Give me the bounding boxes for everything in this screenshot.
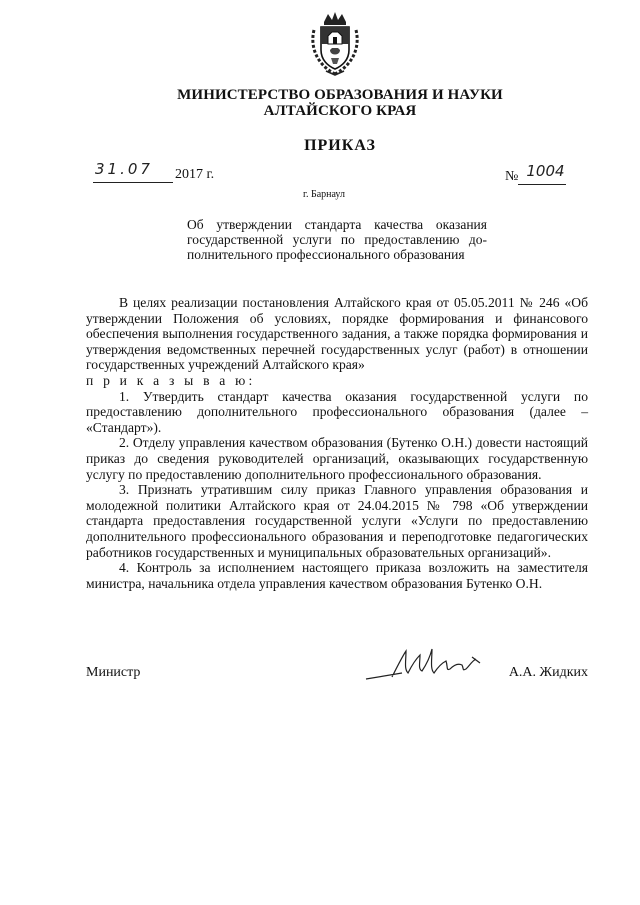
date-field — [93, 160, 173, 183]
order-number — [505, 162, 566, 185]
number-field — [518, 162, 566, 185]
order-body — [86, 295, 588, 591]
subject-line: полнительного профессионального образования — [187, 247, 465, 262]
signatory-name: А.А. Жидких — [508, 665, 588, 680]
preamble-paragraph: В целях реализации постановления Алтайского края от 05.05.2011 № 246 «Об утверждении Положения об условиях, порядке формирования и финансового обеспечения выполнения государственного задания, а также порядка формирования и утверждения ведомственных перечней государственных услуг (работ) в отношении государственных учреждений Алтайского края» — [86, 295, 588, 373]
ministry-name-line1: МИНИСТЕРСТВО ОБРАЗОВАНИЯ И НАУКИ — [177, 87, 503, 103]
order-item-4: 4. Контроль за исполнением настоящего приказа возложить на заместителя министра, начальника отдела управления качеством образования Бутенко О.Н. — [86, 560, 588, 591]
subject-line: государственной услуги по предоставлению до- — [187, 232, 487, 247]
order-word: п р и к а з ы в а ю: — [86, 372, 256, 388]
city-label: г. Барнаул — [303, 189, 345, 200]
subject-line: Об утверждении стандарта качества оказания — [187, 217, 487, 232]
number-sign: № — [505, 169, 519, 184]
document-type-title: ПРИКАЗ — [304, 137, 376, 154]
handwritten-signature-icon — [362, 639, 502, 689]
altai-krai-coat-of-arms-icon — [306, 8, 364, 78]
order-year: 2017 г. — [175, 167, 215, 182]
order-item-1: 1. Утвердить стандарт качества оказания государственной услуги по предоставлению дополнительного профессионального образования (далее – «Стандарт»). — [86, 388, 588, 435]
handwritten-date: 31.07 — [95, 160, 153, 178]
signature-block — [86, 661, 588, 691]
order-date — [93, 160, 215, 188]
handwritten-number: 1004 — [526, 162, 565, 180]
order-subject — [187, 217, 487, 262]
signatory-title: Министр — [86, 665, 141, 680]
order-item-2: 2. Отделу управления качеством образования (Бутенко О.Н.) довести настоящий приказ до сведения руководителей организаций, оказывающих государственную услугу по предоставлению дополнительного профессионального образования. — [86, 435, 588, 482]
ministry-name-line2: АЛТАЙСКОГО КРАЯ — [263, 103, 417, 119]
order-item-3: 3. Признать утратившим силу приказ Главного управления образования и молодежной политики Алтайского края от 24.04.2015 № 798 «Об утверждении стандарта предоставления государственной услуги «Услуги по предоставлению дополнительного профессионального образования и переподготовке педагогических работников государственных и муниципальных образовательных организаций». — [86, 482, 588, 560]
